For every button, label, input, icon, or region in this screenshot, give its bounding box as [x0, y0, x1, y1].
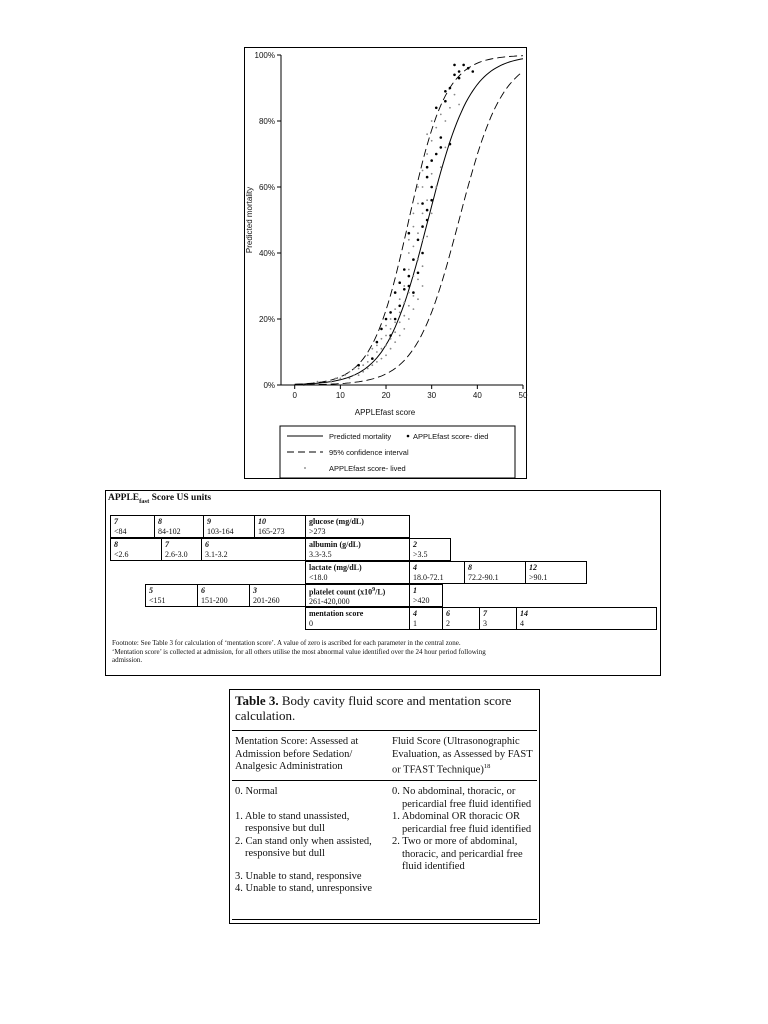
albumin-left-cell: 7 2.6-3.0	[161, 538, 202, 561]
lived-point	[444, 147, 446, 149]
lived-point	[422, 285, 424, 287]
lived-point	[454, 94, 456, 96]
lived-point	[413, 226, 415, 228]
died-point	[412, 291, 415, 294]
lived-point	[371, 348, 373, 350]
lived-point	[394, 308, 396, 310]
lived-point	[403, 315, 405, 317]
lived-point	[399, 312, 401, 314]
lived-point	[376, 361, 378, 363]
died-point	[426, 166, 429, 169]
glucose-left-cell: 9 103-164	[203, 515, 255, 538]
lived-point	[385, 335, 387, 337]
died-point	[421, 252, 424, 255]
died-point	[389, 334, 392, 337]
lived-point	[417, 186, 419, 188]
died-point	[398, 305, 401, 308]
footnote-line: Footnote: See Table 3 for calculation of ‘mentation score’. A value of zero is ascribed for each parameter in the central zone.	[112, 639, 461, 647]
lactate-right-cell: 8 72.2-90.1	[464, 561, 526, 584]
died-point	[417, 239, 420, 242]
lived-point	[381, 348, 383, 350]
score-table-footnote	[112, 639, 652, 665]
lived-point	[376, 345, 378, 347]
lived-point	[426, 199, 428, 201]
lived-point	[431, 213, 433, 215]
lived-point	[381, 358, 383, 360]
x-axis-label: APPLEfast score	[354, 408, 416, 417]
ci-upper-line	[295, 56, 523, 385]
died-point	[385, 318, 388, 321]
applefast-score-table	[105, 490, 661, 676]
mentation-item: 2. Can stand only when assisted, responsive but dull	[235, 835, 372, 859]
died-point	[435, 153, 438, 156]
lived-point	[403, 328, 405, 330]
glucose-left-cell: 10 165-273	[254, 515, 306, 538]
died-point	[421, 202, 424, 205]
x-tick-label: 0	[292, 391, 297, 400]
lived-point	[390, 328, 392, 330]
lived-point	[330, 381, 332, 383]
lived-point	[394, 341, 396, 343]
lactate-central-cell: lactate (mg/dL) <18.0	[305, 561, 410, 584]
chart-legend	[280, 426, 515, 478]
lived-point	[426, 236, 428, 238]
died-point	[380, 328, 383, 331]
mentation-item: 1. Able to stand unassisted, responsive but dull	[235, 810, 350, 834]
legend-died-label: APPLEfast score- died	[413, 432, 489, 441]
died-point	[417, 272, 420, 275]
died-point	[458, 70, 461, 73]
died-point	[426, 219, 429, 222]
albumin-left-cell: 8 <2.6	[110, 538, 162, 561]
died-point	[357, 364, 360, 367]
y-tick-label: 0%	[263, 381, 275, 390]
lived-point	[449, 107, 451, 109]
lived-point	[390, 348, 392, 350]
fluid-items	[392, 786, 537, 874]
platelet-left-cell: 3 201-260	[249, 584, 306, 607]
lived-point	[417, 259, 419, 261]
lived-point	[353, 368, 355, 370]
mentation-header: Mentation Score: Assessed at Admission before Sedation/ Analgesic Administration	[235, 736, 359, 772]
mentation-right-cell: 14 4	[516, 607, 657, 630]
lived-point	[403, 285, 405, 287]
lived-point	[417, 279, 419, 281]
died-point	[408, 285, 411, 288]
footnote-line: ‘Mentation score’ is collected at admission, for all others utilise the most abnormal value identified over the 24 hour period following	[112, 647, 486, 656]
lived-point	[376, 351, 378, 353]
albumin-central-cell: albumin (g/dL) 3.3-3.5	[305, 538, 410, 561]
lived-point	[413, 275, 415, 277]
table-3-rule	[232, 780, 537, 781]
fluid-item: 2. Two or more of abdominal, thoracic, and pericardial free fluid identified	[392, 836, 523, 872]
lived-point	[435, 186, 437, 188]
lived-point	[435, 127, 437, 129]
died-point	[426, 176, 429, 179]
lived-point	[408, 269, 410, 271]
table-3-rule	[232, 919, 537, 920]
died-point	[412, 258, 415, 261]
legend-died-swatch	[407, 435, 410, 438]
lived-point	[408, 292, 410, 294]
lived-point	[317, 381, 319, 383]
lived-point	[339, 378, 341, 380]
lived-point	[358, 374, 360, 376]
x-tick-label: 40	[472, 391, 482, 400]
mentation-item: 4. Unable to stand, unresponsive	[235, 883, 373, 894]
died-point	[389, 311, 392, 314]
x-tick-label: 30	[427, 391, 437, 400]
lived-point	[417, 298, 419, 300]
lived-point	[422, 186, 424, 188]
fluid-header: Fluid Score (Ultrasonographic Evaluation, as Assessed by FAST or TFAST Technique)$^{18}$	[392, 736, 533, 776]
lived-point	[413, 213, 415, 215]
lived-point	[431, 120, 433, 122]
lactate-right-cell: 4 18.0-72.1	[409, 561, 465, 584]
table-3-title: Table 3. Body cavity fluid score and mentation score calculation.	[235, 693, 512, 723]
lived-point	[422, 170, 424, 172]
died-point	[403, 268, 406, 271]
lived-point	[431, 173, 433, 175]
died-point	[403, 288, 406, 291]
lived-point	[335, 378, 337, 380]
lived-point	[349, 378, 351, 380]
died-point	[421, 225, 424, 228]
lived-point	[390, 318, 392, 320]
lived-point	[394, 321, 396, 323]
fluid-item: 1. Abdominal OR thoracic OR pericardial free fluid identified	[392, 811, 532, 835]
died-point	[453, 74, 456, 77]
x-tick-label: 20	[381, 391, 391, 400]
lived-point	[385, 345, 387, 347]
died-point	[408, 232, 411, 235]
died-point	[462, 64, 465, 67]
lived-point	[417, 203, 419, 205]
lived-point	[422, 213, 424, 215]
died-point	[394, 291, 397, 294]
lived-point	[431, 140, 433, 142]
mentation-central-cell: mentation score 0	[305, 607, 410, 630]
lived-point	[426, 133, 428, 135]
lived-point	[362, 371, 364, 373]
died-point	[394, 318, 397, 321]
lived-point	[444, 120, 446, 122]
lived-point	[349, 371, 351, 373]
albumin-left-cell: 6 3.1-3.2	[201, 538, 306, 561]
platelet-left-cell: 6 151-200	[197, 584, 250, 607]
lived-point	[399, 335, 401, 337]
died-point	[444, 90, 447, 93]
x-tick-label: 50	[518, 391, 528, 400]
lived-point	[362, 364, 364, 366]
lived-point	[390, 338, 392, 340]
died-point	[444, 100, 447, 103]
died-point	[408, 275, 411, 278]
y-tick-label: 80%	[258, 117, 275, 126]
lived-point	[367, 368, 369, 370]
ci-lower-line	[295, 72, 523, 385]
lived-point	[422, 265, 424, 267]
lactate-right-cell: 12 >90.1	[525, 561, 587, 584]
legend-predicted-label: Predicted mortality	[329, 432, 392, 441]
died-point	[430, 186, 433, 189]
lived-point	[385, 325, 387, 327]
lived-point	[371, 364, 373, 366]
died-point	[398, 281, 401, 284]
mortality-figure	[244, 47, 527, 479]
lived-point	[413, 246, 415, 248]
died-point	[458, 77, 461, 80]
lived-point	[353, 374, 355, 376]
mentation-items	[235, 786, 390, 896]
platelet-central-cell: platelet count $(x10^9/L)$ 261-420,000	[305, 584, 410, 607]
lived-point	[408, 239, 410, 241]
y-tick-label: 20%	[258, 315, 275, 324]
score-table-title: $APPLE_{fast}$ Score US units	[108, 493, 212, 505]
plot-area	[295, 56, 523, 386]
lived-point	[399, 321, 401, 323]
platelet-left-cell: 5 <151	[145, 584, 198, 607]
lived-point	[408, 318, 410, 320]
died-point	[440, 136, 443, 139]
mentation-item: 0. Normal	[235, 786, 278, 797]
lived-point	[403, 302, 405, 304]
lived-point	[408, 305, 410, 307]
died-point	[449, 143, 452, 146]
lived-point	[408, 252, 410, 254]
platelet-right-cell: 1 >420	[409, 584, 443, 607]
glucose-left-cell: 8 84-102	[154, 515, 204, 538]
lived-point	[413, 295, 415, 297]
lived-point	[358, 368, 360, 370]
glucose-left-cell: 7 <84	[110, 515, 155, 538]
lived-point	[385, 354, 387, 356]
died-point	[371, 357, 374, 360]
lived-point	[426, 153, 428, 155]
lived-point	[422, 239, 424, 241]
mentation-item: 3. Unable to stand, responsive	[235, 870, 362, 882]
died-point	[426, 209, 429, 212]
y-tick-label: 60%	[258, 183, 275, 192]
lived-point	[417, 232, 419, 234]
mortality-chart	[245, 48, 528, 480]
table-3	[229, 689, 540, 924]
died-point	[467, 67, 470, 70]
lived-point	[440, 114, 442, 116]
died-point	[435, 107, 438, 110]
died-point	[430, 199, 433, 202]
y-axis-label: Predicted mortality	[245, 186, 254, 254]
footnote-line: admission.	[112, 656, 143, 664]
mentation-right-cell: 4 1	[409, 607, 443, 630]
died-point	[453, 64, 456, 67]
lived-point	[344, 374, 346, 376]
died-point	[430, 159, 433, 162]
glucose-central-cell: glucose (mg/dL) >273	[305, 515, 410, 538]
fluid-item: 0. No abdominal, thoracic, or pericardial free fluid identified	[392, 786, 532, 810]
legend-lived-swatch	[304, 467, 306, 469]
legend-ci-label: 95% confidence interval	[329, 448, 409, 457]
y-tick-label: 100%	[254, 51, 275, 60]
died-point	[449, 87, 452, 90]
mentation-right-cell: 7 3	[479, 607, 517, 630]
died-point	[376, 341, 379, 344]
lived-point	[367, 354, 369, 356]
table-3-rule	[232, 730, 537, 731]
axes	[255, 51, 528, 400]
lived-point	[367, 361, 369, 363]
albumin-right-cell: 2 >3.5	[409, 538, 451, 561]
died-point	[440, 146, 443, 149]
lived-point	[413, 308, 415, 310]
lived-point	[440, 166, 442, 168]
died-point	[471, 70, 474, 73]
lived-point	[394, 331, 396, 333]
lived-point	[458, 104, 460, 106]
legend-lived-label: APPLEfast score- lived	[329, 464, 406, 473]
lived-point	[399, 298, 401, 300]
x-tick-label: 10	[335, 391, 345, 400]
mentation-right-cell: 6 2	[442, 607, 480, 630]
y-tick-label: 40%	[258, 249, 275, 258]
lived-point	[381, 338, 383, 340]
